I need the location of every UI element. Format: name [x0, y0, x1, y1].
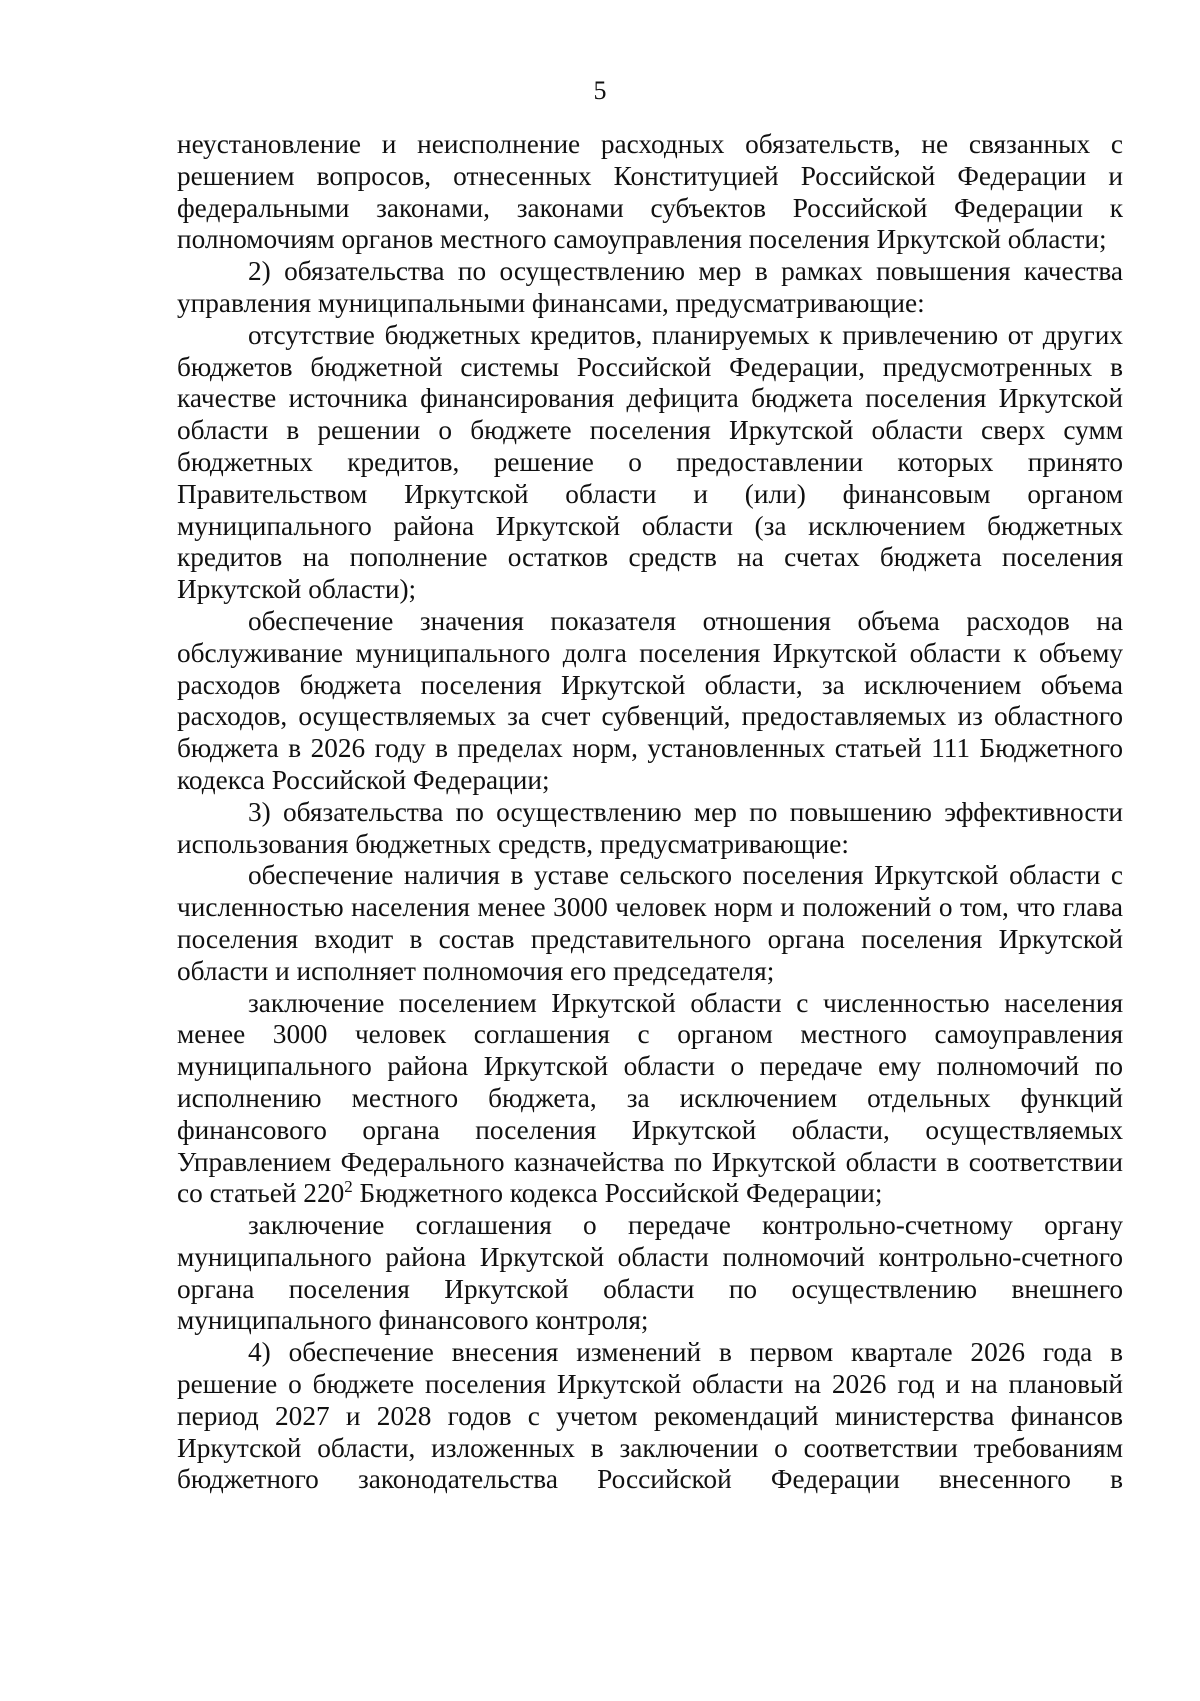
document-body [177, 129, 1123, 1496]
page-number: 5 [593, 76, 607, 105]
paragraph-1: неустановление и неисполнение расходных обязательств, не связанных с решением вопросов, отнесенных Конституцией Российской Федерации и федеральными законами, законами субъектов Российской Федерации к полномочиям органов местного самоуправления поселения Иркутской области; [177, 129, 1123, 255]
paragraph-5: 3) обязательства по осуществлению мер по повышению эффективности использования бюджетных средств, предусматривающие: [177, 796, 1123, 859]
paragraph-7-superscript: 2 [344, 1177, 353, 1197]
paragraph-2: 2) обязательства по осуществлению мер в рамках повышения качества управления муниципальными финансами, предусматривающие: [177, 256, 1123, 318]
paragraph-8: заключение соглашения о передаче контрольно-счетному органу муниципального района Иркутской области полномочий контрольно-счетного органа поселения Иркутской области по осуществлению внешнего муниципального финансового контроля; [177, 1210, 1123, 1336]
paragraph-9: 4) обеспечение внесения изменений в первом квартале 2026 года в решение о бюджете поселения Иркутской области на 2026 год и на плановый период 2027 и 2028 годов с учетом рекомендаций министерства финансов Иркутской области, изложенных в заключении о соответствии требованиям бюджетного законодательства Российской Федерации внесенного в [177, 1337, 1123, 1495]
paragraph-7-text-before: заключение поселением Иркутской области с численностью населения менее 3000 человек соглашения с органом местного самоуправления муниципального района Иркутской области о передаче ему полномочий по исполнению местного бюджета, за исключением отдельных функций финансового органа поселения Иркутской области, осуществляемых Управлением Федерального казначейства по Иркутской области в соответствии со статьей 220 [177, 987, 1123, 1209]
paragraph-7 [177, 988, 1123, 1211]
paragraph-3: отсутствие бюджетных кредитов, планируемых к привлечению от других бюджетов бюджетной системы Российской Федерации, предусмотренных в качестве источника финансирования дефицита бюджета поселения Иркутской области в решении о бюджете поселения Иркутской области сверх сумм бюджетных кредитов, решение о предоставлении которых принято Правительством Иркутской области и (или) финансовым органом муниципального района Иркутской области (за исключением бюджетных кредитов на пополнение остатков средств на счетах бюджета поселения Иркутской области); [177, 319, 1123, 605]
paragraph-6: обеспечение наличия в уставе сельского поселения Иркутской области с численностью населения менее 3000 человек норм и положений о том, что глава поселения входит в состав представительного органа поселения Иркутской области и исполняет полномочия его председателя; [177, 860, 1123, 986]
paragraph-7-text-after: Бюджетного кодекса Российской Федерации; [352, 1178, 883, 1209]
paragraph-4: обеспечение значения показателя отношения объема расходов на обслуживание муниципального долга поселения Иркутской области к объему расходов бюджета поселения Иркутской области, за исключением объема расходов, осуществляемых за счет субвенций, предоставляемых из областного бюджета в 2026 году в пределах норм, установленных статьей 111 Бюджетного кодекса Российской Федерации; [177, 605, 1123, 795]
